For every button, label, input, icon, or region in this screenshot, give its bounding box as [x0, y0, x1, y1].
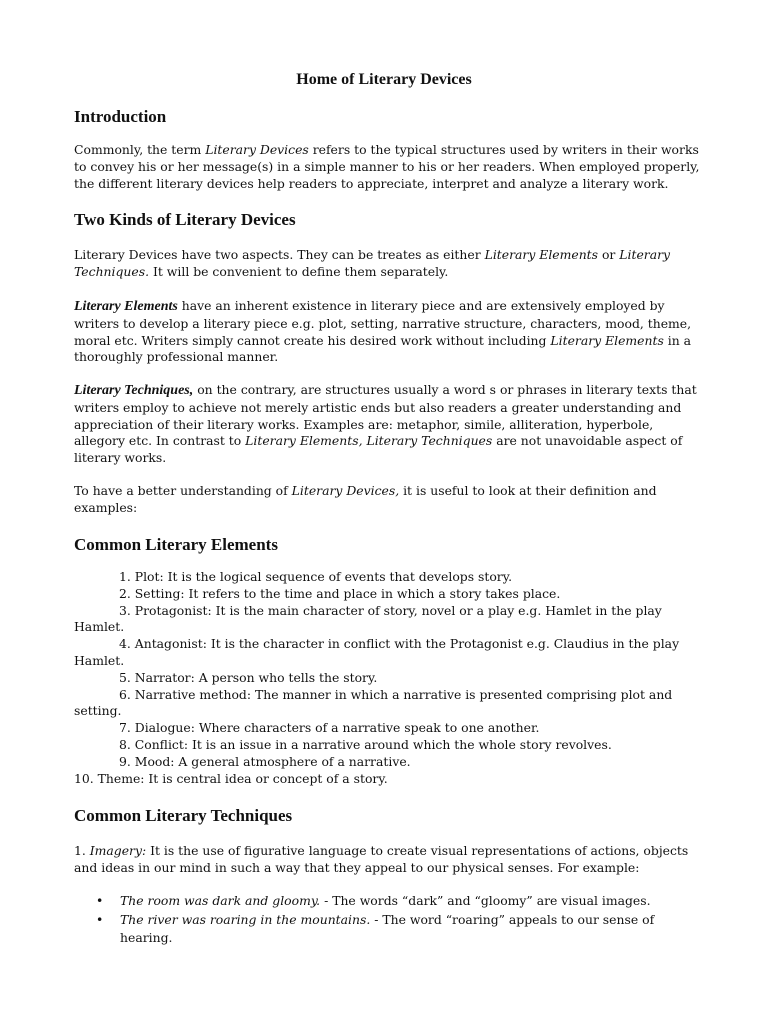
bullet-icon: • — [96, 912, 104, 927]
text-run: refers to the typical structures used by writers in their works to convey his or her message(s) in a simple manner to his or her readers. When employed properly, the different literary devices help readers to appreciate, interpret and analyze a literary work. — [74, 142, 700, 191]
paragraph-introduction — [74, 142, 704, 192]
emphasis-literary-elements: Literary Elements — [484, 247, 599, 262]
emphasis-imagery: Imagery: — [89, 843, 147, 858]
list-item: 4. Antagonist: It is the character in conflict with the Protagonist e.g. Claudius in the play Hamlet. — [74, 636, 680, 668]
lead-term-literary-elements: Literary Elements — [74, 299, 178, 314]
heading-common-elements: Common Literary Elements — [74, 535, 278, 554]
text-run: have an inherent existence in literary piece and are extensively employed by writers to develop a literary piece e.g. plot, setting, narrative structure, characters, mood, theme, moral etc. Writers simply cannot create his desired work without including — [74, 298, 692, 348]
paragraph-literary-techniques — [74, 382, 704, 467]
bullet-icon: • — [96, 893, 104, 908]
text-run: It is the use of figurative language to create visual representations of actions, objects and ideas in our mind in such a way that they appeal to our physical senses. For example: — [74, 843, 689, 875]
list-item: 2. Setting: It refers to the time and place in which a story takes place. — [119, 585, 561, 601]
bullet-item — [74, 892, 704, 910]
text-run: To have a better understanding of — [74, 483, 292, 498]
list-item: 1. Plot: It is the logical sequence of events that develops story. — [119, 569, 513, 584]
heading-common-techniques: Common Literary Techniques — [74, 806, 293, 825]
text-run: in a thoroughly professional manner. — [74, 332, 692, 365]
imagery-examples-list — [74, 892, 704, 948]
list-item: 3. Protagonist: It is the main character of story, novel or a play e.g. Hamlet in the play Hamlet. — [74, 602, 662, 635]
example-explanation: - The word “roaring” appeals to our sense of hearing. — [120, 912, 655, 945]
text-run: Commonly, the term — [74, 142, 206, 157]
paragraph-imagery — [74, 843, 704, 877]
text-run: it is useful to look at their definition and examples: — [74, 483, 657, 515]
lead-term-literary-techniques: Literary Techniques, — [74, 383, 194, 398]
emphasis-literary-elements: Literary Elements — [550, 332, 664, 348]
emphasis-literary-devices: Literary Devices, — [291, 483, 400, 498]
list-item: 8. Conflict: It is an issue in a narrative around which the whole story revolves. — [119, 736, 612, 752]
list-item: 9. Mood: A general atmosphere of a narrative. — [119, 753, 411, 769]
paragraph-better-understanding — [74, 483, 704, 517]
text-run: are not unavoidable aspect of literary works. — [74, 433, 683, 466]
list-item: 6. Narrative method: The manner in which a narrative is presented comprising plot and setting. — [74, 686, 673, 719]
text-run: or — [598, 247, 620, 262]
emphasis-elements-techniques: Literary Elements, Literary Techniques — [245, 433, 493, 449]
text-run: It will be convenient to define them separately. — [149, 263, 449, 279]
example-sentence: The river was roaring in the mountains. — [120, 912, 371, 927]
item-number: 1. — [74, 843, 90, 858]
example-sentence: The room was dark and gloomy. — [120, 893, 321, 908]
text-run: on the contrary, are structures usually a word s or phrases in literary texts that writers employ to achieve not merely artistic ends but also readers a greater understanding and appreciation of their literary works. Examples are: metaphor, simile, alliteration, hyperbole, allegory etc. In contrast to — [74, 382, 697, 449]
paragraph-literary-elements — [74, 298, 704, 366]
list-item: 10. Theme: It is central idea or concept of a story. — [74, 770, 388, 786]
elements-list — [74, 569, 704, 787]
emphasis-literary-techniques: Literary Techniques. — [74, 247, 671, 279]
heading-two-kinds: Two Kinds of Literary Devices — [74, 210, 296, 229]
emphasis-literary-devices: Literary Devices — [205, 142, 309, 157]
list-item: 5. Narrator: A person who tells the story. — [119, 669, 378, 685]
bullet-item — [74, 911, 704, 947]
text-run: Literary Devices have two aspects. They can be treates as either — [74, 247, 485, 262]
example-explanation: - The words “dark” and “gloomy” are visual images. — [320, 893, 651, 908]
paragraph-two-aspects — [74, 247, 704, 281]
heading-introduction: Introduction — [74, 107, 167, 126]
document-title: Home of Literary Devices — [296, 71, 472, 88]
list-item: 7. Dialogue: Where characters of a narrative speak to one another. — [119, 720, 540, 736]
